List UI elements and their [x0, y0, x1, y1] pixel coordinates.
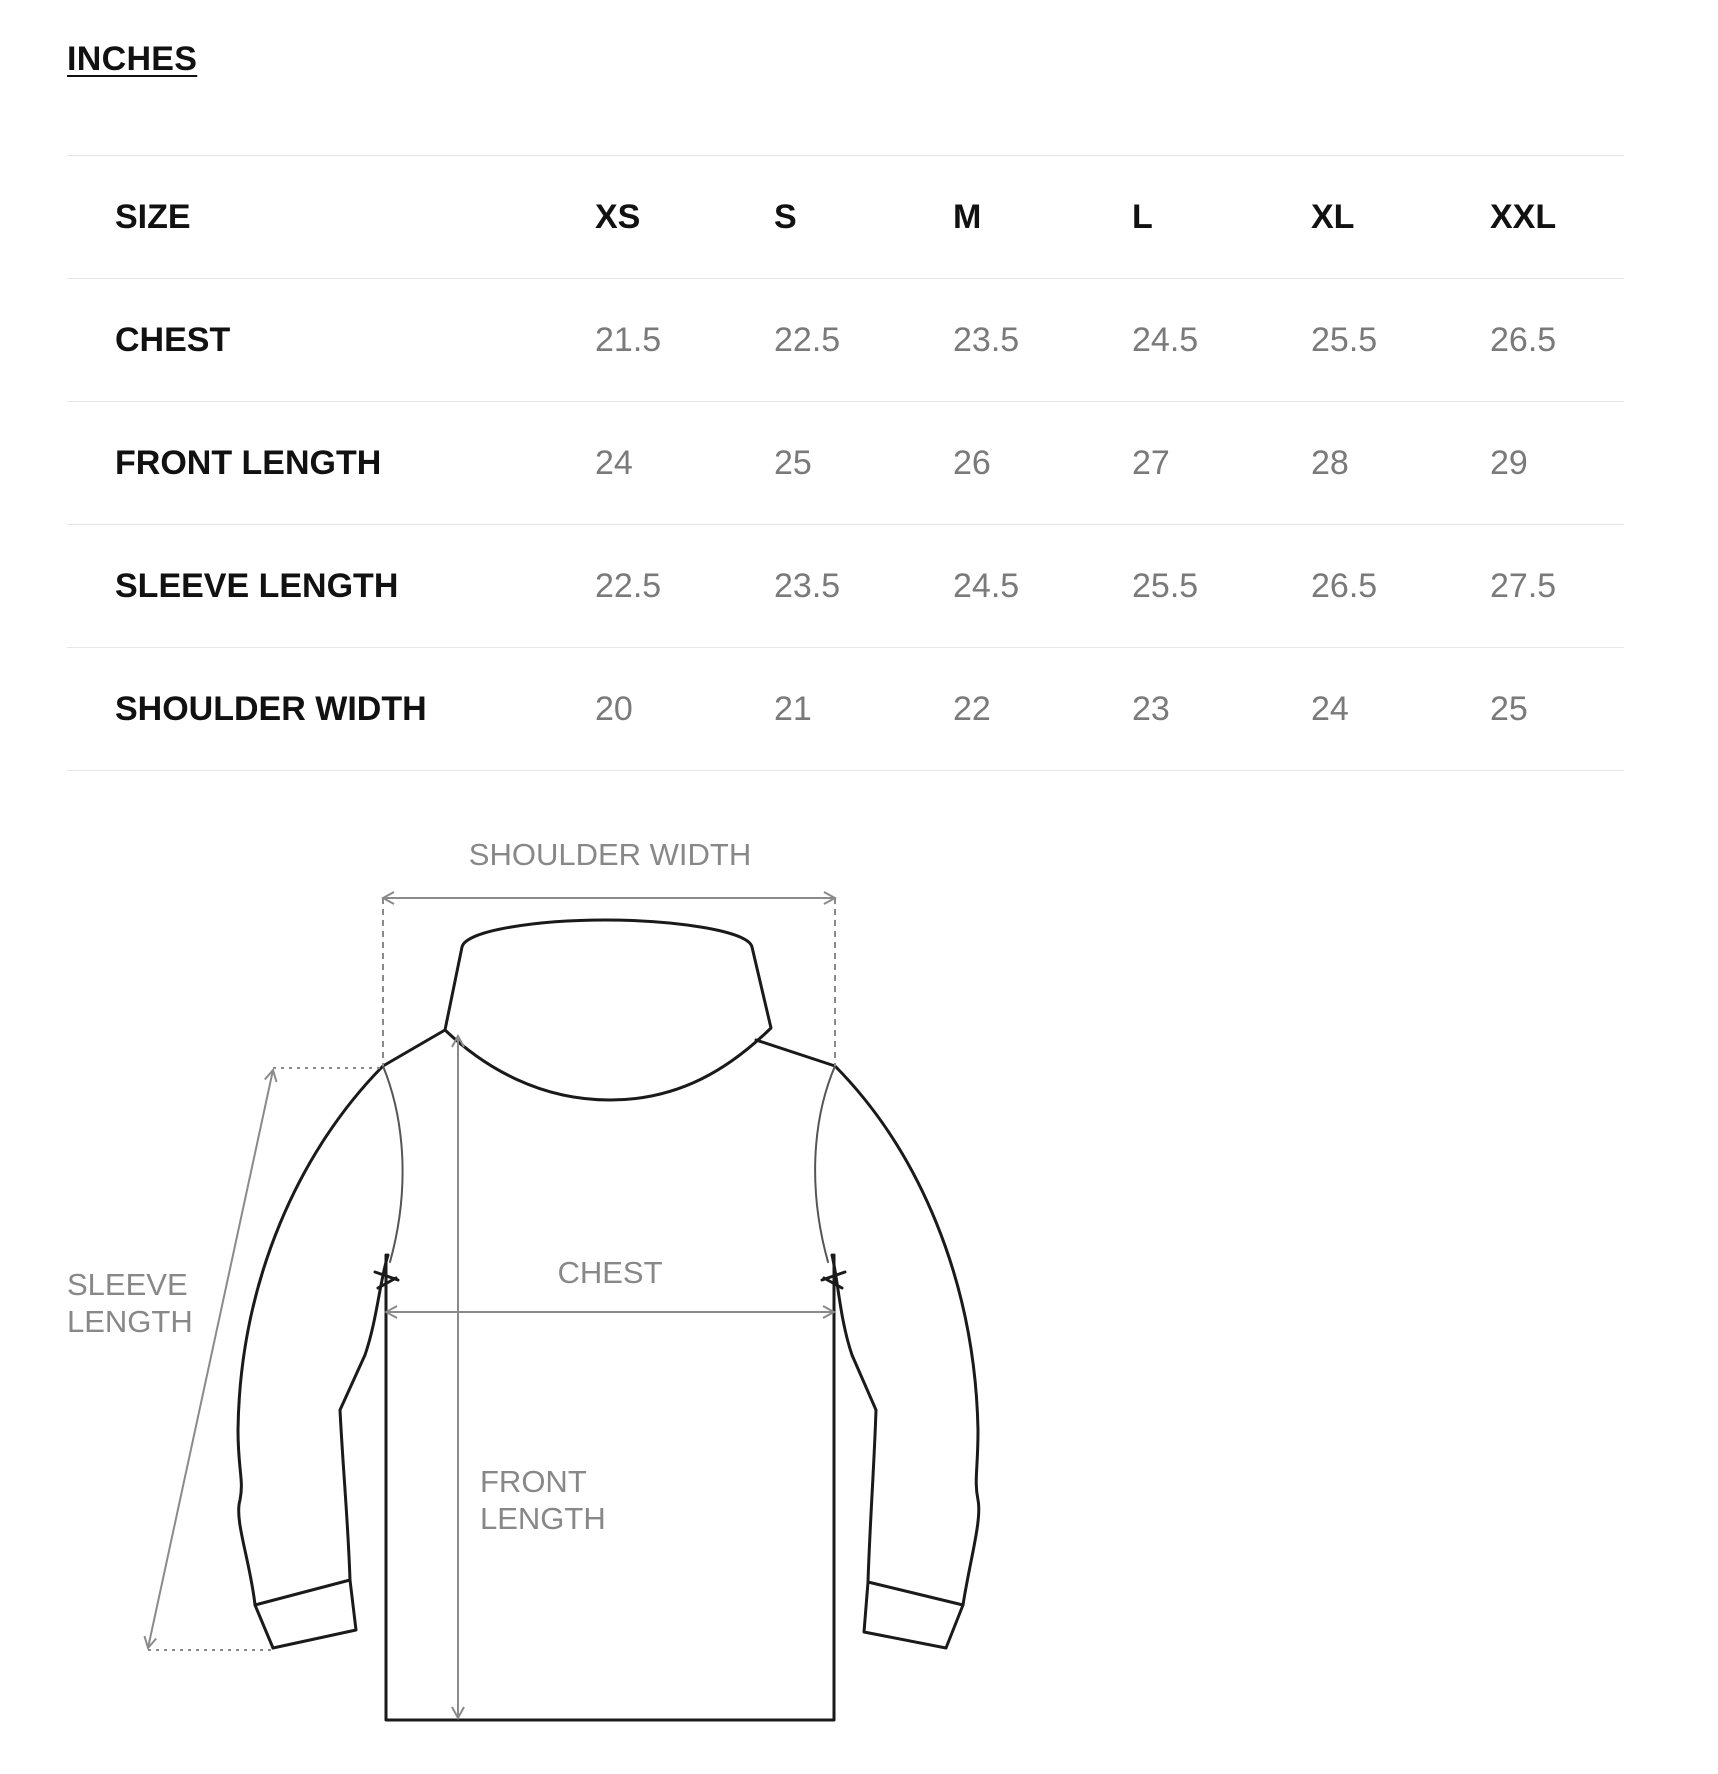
row-label: FRONT LENGTH: [115, 443, 382, 482]
left-sleeve-outer: [238, 1066, 383, 1648]
table-cell: 29: [1490, 443, 1528, 482]
left-sleeve-inner: [340, 1255, 388, 1580]
right-sleeve-outer: [835, 1066, 979, 1648]
diagram-label-front-length-line2: LENGTH: [480, 1501, 606, 1536]
left-cuff: [255, 1580, 356, 1648]
hood-shape: [445, 920, 771, 1100]
table-cell: 27.5: [1490, 566, 1557, 605]
table-row-front-length: [67, 402, 1624, 525]
row-label: CHEST: [115, 320, 231, 359]
table-cell: 26.5: [1490, 320, 1557, 359]
table-row-chest: [67, 279, 1624, 402]
diagram-label-sleeve-length-line1: SLEEVE: [67, 1267, 188, 1302]
header-size-xxl: XXL: [1490, 197, 1557, 236]
table-cell: 21: [774, 689, 812, 728]
row-label: SLEEVE LENGTH: [115, 566, 399, 605]
table-cell: 28: [1311, 443, 1349, 482]
table-cell: 25: [1490, 689, 1528, 728]
table-row-shoulder-width: [67, 648, 1624, 771]
table-cell: 24: [1311, 689, 1349, 728]
right-sleeve-inner: [832, 1255, 876, 1582]
left-shoulder-line: [383, 1030, 445, 1066]
table-cell: 26.5: [1311, 566, 1378, 605]
diagram-label-chest: CHEST: [557, 1255, 663, 1290]
right-cuff: [864, 1582, 963, 1648]
table-cell: 20: [595, 689, 633, 728]
table-cell: 22.5: [595, 566, 662, 605]
left-armhole-seam: [383, 1066, 403, 1262]
hoodie-outline: [238, 920, 979, 1720]
header-size-xs: XS: [595, 197, 641, 236]
table-cell: 22: [953, 689, 991, 728]
right-underarm-tie: [822, 1272, 845, 1288]
right-shoulder-line: [756, 1040, 835, 1066]
measurement-guides: [148, 898, 835, 1718]
table-cell: 21.5: [595, 320, 662, 359]
table-cell: 25.5: [1132, 566, 1199, 605]
table-cell: 25.5: [1311, 320, 1378, 359]
unit-heading: INCHES: [67, 40, 198, 78]
table-cell: 23.5: [774, 566, 841, 605]
header-size-s: S: [774, 197, 797, 236]
table-cell: 26: [953, 443, 991, 482]
header-size-l: L: [1132, 197, 1153, 236]
right-armhole-seam: [815, 1066, 835, 1262]
diagram-label-shoulder-width: SHOULDER WIDTH: [468, 837, 752, 872]
diagram-label-front-length-line1: FRONT: [480, 1464, 587, 1499]
table-cell: 25: [774, 443, 812, 482]
table-cell: 22.5: [774, 320, 841, 359]
sleeve-length-arrow: [148, 1070, 273, 1648]
table-cell: 23: [1132, 689, 1170, 728]
table-cell: 24: [595, 443, 633, 482]
table-header-row: [67, 156, 1624, 279]
left-underarm-tie: [375, 1272, 398, 1288]
table-row-sleeve-length: [67, 525, 1624, 648]
table-cell: 23.5: [953, 320, 1020, 359]
header-size-label: SIZE: [115, 197, 191, 236]
table-cell: 24.5: [1132, 320, 1199, 359]
row-label: SHOULDER WIDTH: [115, 689, 427, 728]
table-cell: 27: [1132, 443, 1170, 482]
diagram-label-sleeve-length-line2: LENGTH: [67, 1304, 193, 1339]
size-chart-table: [67, 155, 1624, 771]
header-size-m: M: [953, 197, 982, 236]
body-shape: [386, 1255, 834, 1720]
table-cell: 24.5: [953, 566, 1020, 605]
header-size-xl: XL: [1311, 197, 1355, 236]
